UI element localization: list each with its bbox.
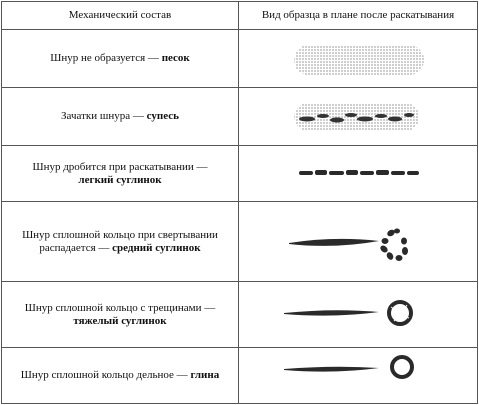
- heavy-loam-cord-ring-icon: [239, 283, 476, 347]
- composition-cell: [2, 88, 239, 146]
- description-text: Шнур сплошной кольцо при свертывании распадается —: [22, 228, 218, 254]
- sample-cell: [239, 348, 478, 404]
- description-text: Зачатки шнура —: [61, 110, 147, 122]
- composition-cell: [2, 30, 239, 88]
- sample-cell: [239, 30, 478, 88]
- description-text: Шнур сплошной кольцо дельное —: [20, 369, 191, 381]
- light-loam-cord-icon: [239, 147, 476, 201]
- medium-loam-cord-ring-icon: [239, 203, 476, 281]
- sample-cell: [239, 282, 478, 348]
- composition-cell: [2, 348, 239, 404]
- table-row: [2, 146, 478, 202]
- sandy-loam-fragments-icon: [239, 89, 476, 145]
- table-row: [2, 88, 478, 146]
- sample-cell: [239, 146, 478, 202]
- sample-cell: [239, 88, 478, 146]
- table-row: [2, 348, 478, 404]
- soil-type-label: глина: [190, 369, 220, 381]
- soil-type-label: средний суглинок: [112, 241, 201, 254]
- description-text: Шнур дробится при раскатывании —: [32, 160, 208, 173]
- sample-cell: [239, 202, 478, 282]
- sand-smear-icon: [239, 31, 476, 87]
- soil-type-label: песок: [161, 52, 190, 64]
- soil-type-label: тяжелый суглинок: [73, 314, 167, 327]
- column-header-composition: Механический состав: [2, 2, 239, 30]
- soil-type-label: легкий суглинок: [78, 173, 162, 186]
- soil-texture-table: [1, 1, 478, 404]
- column-header-sample-view: Вид образца в плане после раскатывания: [239, 2, 478, 30]
- description-text: Шнур не образуется —: [50, 52, 162, 64]
- soil-type-label: супесь: [146, 110, 179, 122]
- composition-cell: [2, 282, 239, 348]
- description-text: Шнур сплошной кольцо с трещинами —: [24, 301, 216, 314]
- table-row: [2, 282, 478, 348]
- clay-cord-ring-icon: [239, 349, 476, 403]
- composition-cell: [2, 202, 239, 282]
- composition-cell: [2, 146, 239, 202]
- table-header-row: [2, 2, 478, 30]
- table-row: [2, 30, 478, 88]
- table-row: [2, 202, 478, 282]
